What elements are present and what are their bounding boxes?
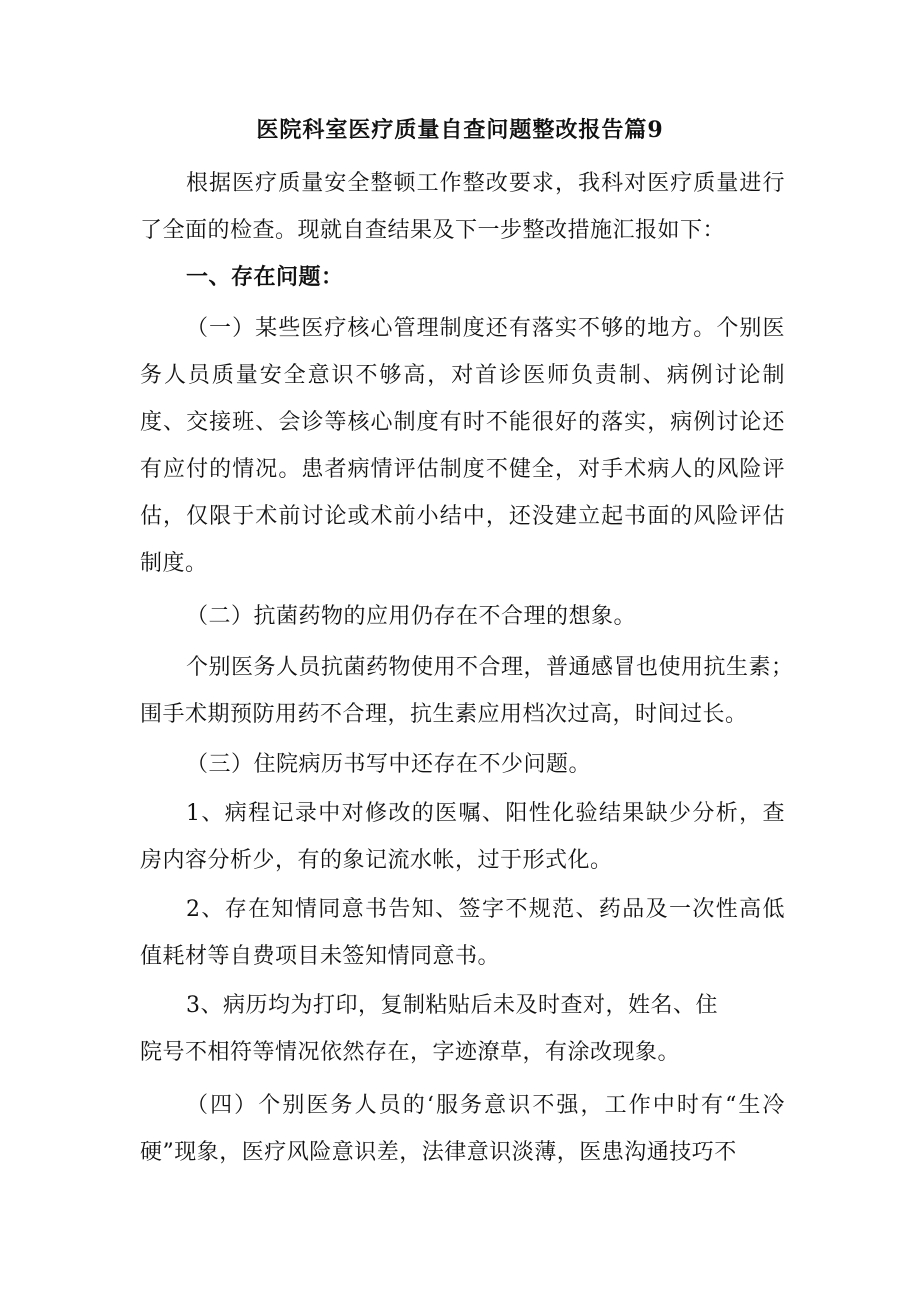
problem-item-3-point-3-line2: 院号不相符等情况依然存在，字迹潦草，有涂改现象。 <box>140 1040 681 1065</box>
problem-item-4: （四）个别医务人员的‘服务意识不强，工作中时有“生冷硬”现象，医疗风险意识差，法律意识淡薄，医患沟通技巧不 <box>140 1093 785 1165</box>
document-title: 医院科室医疗质量自查问题整改报告篇9 <box>256 117 664 143</box>
problem-item-3-point-3-line1: 3、病历均为打印，复制粘贴后未及时查对，姓名、住 <box>186 993 718 1018</box>
problem-item-2-body-line2: 围手术期预防用药不合理，抗生素应用档次过高，时间过长。 <box>140 702 748 727</box>
problem-item-2-body-line1: 个别医务人员抗菌药物使用不合理，普通感冒也使用抗生素； <box>186 655 794 680</box>
problem-item-3-point-1: 1、病程记录中对修改的医嘱、阳性化验结果缺少分析，查房内容分析少，有的象记流水帐，过于形式化。 <box>140 801 785 873</box>
intro-paragraph: 根据医疗质量安全整顿工作整改要求，我科对医疗质量进行了全面的检查。现就自查结果及下一步整改措施汇报如下： <box>140 171 785 243</box>
problem-item-1: （一）某些医疗核心管理制度还有落实不够的地方。个别医务人员质量安全意识不够高，对首诊医师负责制、病例讨论制度、交接班、会诊等核心制度有时不能很好的落实，病例讨论还有应付的情况。患者病情评估制度不健全，对手术病人的风险评估，仅限于术前讨论或术前小结中，还没建立起书面的风险评估制度。 <box>140 316 785 576</box>
problem-item-3-heading: （三）住院病历书写中还存在不少问题。 <box>186 752 592 777</box>
section-heading-problems: 一、存在问题： <box>186 264 344 290</box>
problem-item-2-heading: （二）抗菌药物的应用仍存在不合理的想象。 <box>186 604 637 629</box>
problem-item-3-point-2: 2、存在知情同意书告知、签字不规范、药品及一次性高低值耗材等自费项目未签知情同意书。 <box>140 897 785 969</box>
